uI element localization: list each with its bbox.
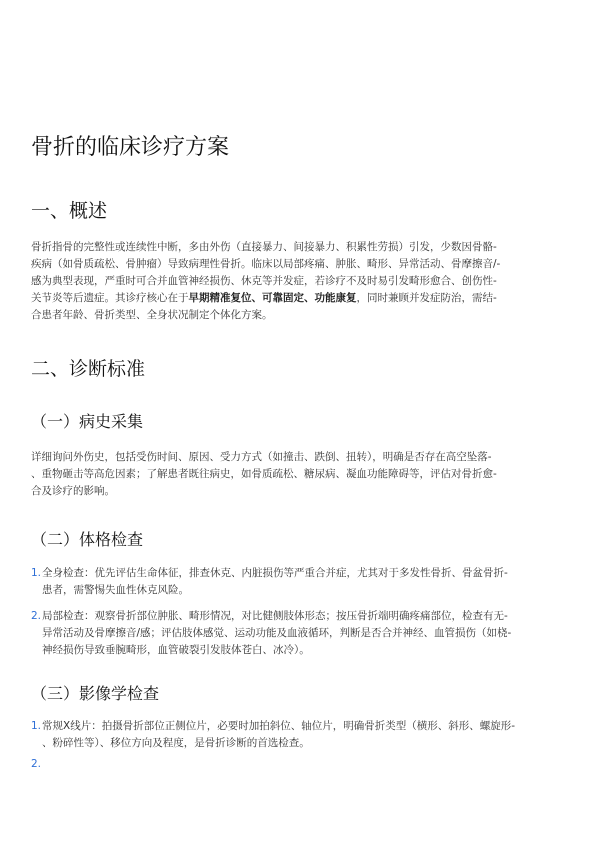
- list-item-line: [42, 756, 565, 773]
- paragraph-line: 合及诊疗的影响。: [31, 485, 115, 497]
- list-item-line: 神经损伤导致垂腕畸形，血管破裂引发肢体苍白、冰冷）。: [42, 644, 310, 656]
- list-number: 2.: [31, 758, 42, 770]
- paragraph-line: 感为典型表现，严重时可合并血管神经损伤、休克等并发症，若诊疗不及时易引发畸形愈合、创伤性-: [31, 275, 497, 287]
- paragraph-text: ，同时兼顾并发症防治，需结-: [356, 292, 497, 304]
- section-heading-diagnosis: 二、诊断标准: [31, 358, 146, 380]
- section-heading-overview: 一、概述: [31, 200, 108, 222]
- list-number: 1.: [31, 720, 42, 732]
- overview-paragraph: [31, 239, 565, 324]
- list-number: 1.: [31, 567, 42, 579]
- list-item-line: 常规X线片：拍摄骨折部位正侧位片，必要时加拍斜位、轴位片，明确骨折类型（横形、斜形、螺旋形-: [42, 720, 515, 732]
- history-paragraph: [31, 449, 565, 500]
- list-item: [31, 718, 565, 752]
- imaging-list: [31, 718, 565, 773]
- paragraph-line: 、重物砸击等高危因素；了解患者既往病史，如骨质疏松、糖尿病、凝血功能障碍等，评估对骨折愈-: [31, 468, 497, 480]
- subsection-heading-history: （一）病史采集: [31, 412, 144, 431]
- list-item: [31, 608, 565, 659]
- physical-exam-list: [31, 565, 565, 659]
- list-item-line: 局部检查：观察骨折部位肿胀、畸形情况，对比健侧肢体形态；按压骨折端明确疼痛部位，检查有无-: [42, 610, 508, 622]
- subsection-heading-physical-exam: （二）体格检查: [31, 530, 144, 549]
- paragraph-text: 关节炎等后遗症。其诊疗核心在于: [31, 292, 189, 304]
- emphasis-text: 早期精准复位、可靠固定、功能康复: [188, 292, 357, 304]
- list-item-line: 患者，需警惕失血性休克风险。: [42, 584, 189, 596]
- list-item-line: 异常活动及骨摩擦音/感；评估肢体感觉、运动功能及血液循环，判断是否合并神经、血管损伤（如桡-: [42, 627, 512, 639]
- page-title: 骨折的临床诊疗方案: [31, 135, 230, 160]
- list-item-line: 、粉碎性等）、移位方向及程度，是骨折诊断的首选检查。: [42, 737, 310, 749]
- list-item-line: 全身检查：优先评估生命体征，排查休克、内脏损伤等严重合并症，尤其对于多发性骨折、骨盆骨折-: [42, 567, 508, 579]
- subsection-heading-imaging: （三）影像学检查: [31, 684, 160, 703]
- list-number: 2.: [31, 610, 42, 622]
- paragraph-line: [31, 290, 565, 307]
- paragraph-line: 合患者年龄、骨折类型、全身状况制定个体化方案。: [31, 309, 273, 321]
- paragraph-line: 详细询问外伤史，包括受伤时间、原因、受力方式（如撞击、跌倒、扭转），明确是否存在高空坠落-: [31, 451, 492, 463]
- list-item: [31, 756, 565, 773]
- list-item: [31, 565, 565, 599]
- paragraph-line: 骨折指骨的完整性或连续性中断，多由外伤（直接暴力、间接暴力、积累性劳损）引发，少数因骨骼-: [31, 241, 497, 253]
- paragraph-line: 疾病（如骨质疏松、骨肿瘤）导致病理性骨折。临床以局部疼痛、肿胀、畸形、异常活动、骨摩擦音/-: [31, 258, 501, 270]
